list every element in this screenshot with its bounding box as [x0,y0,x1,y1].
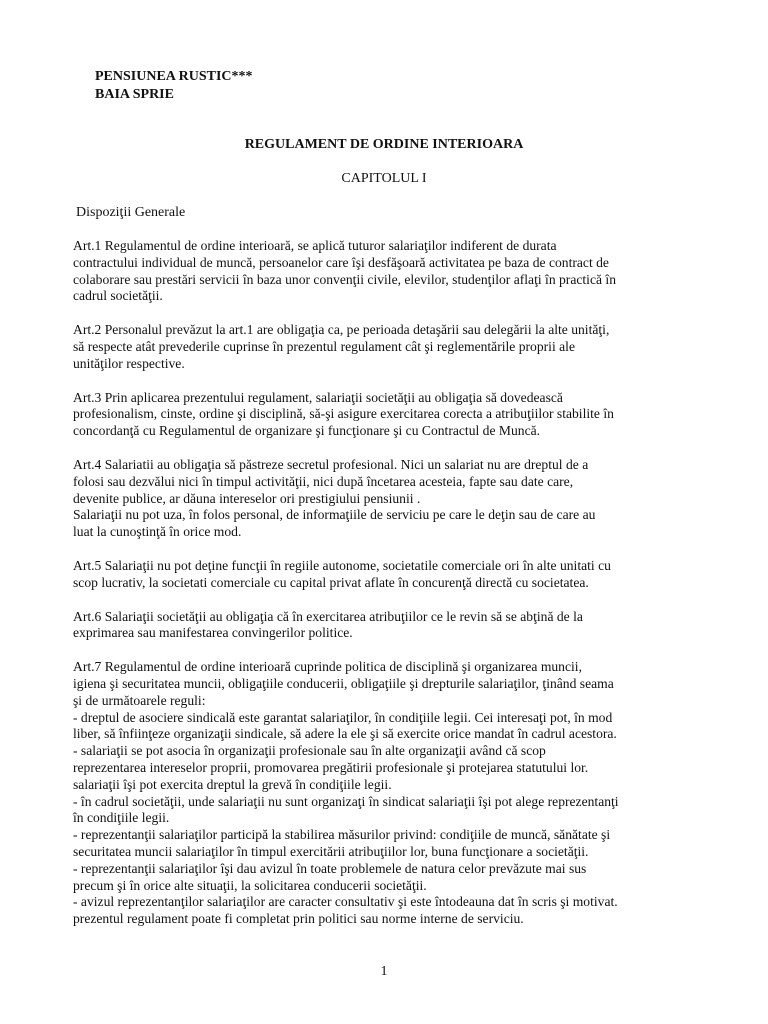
text-line: reprezentarea intereselor proprii, promovarea pregătirii profesionale şi protejarea statutului lor. [73,759,589,775]
text-line: în condiţiile legii. [73,810,170,826]
text-line: scop lucrativ, la societati comerciale cu capital privat aflate în concurenţă directă cu societatea. [73,574,589,590]
text-line: Art.3 Prin aplicarea prezentului regulament, salariaţii societăţii au obligaţia să dovedească [73,389,563,405]
text-line: şi de următoarele reguli: [73,692,206,708]
text-line: Salariaţii nu pot uza, în folos personal, de informaţiile de serviciu pe care le deţin sau de care au [73,507,596,523]
article-6 [73,609,699,643]
page-number: 1 [380,964,388,979]
text-line: Art.2 Personalul prevăzut la art.1 are obligaţia ca, pe perioada detaşării sau delegării la alte unităţi, [73,322,610,338]
article-2 [73,322,699,372]
text-line: Art.7 Regulamentul de ordine interioară cuprinde politica de disciplină şi organizarea muncii, [73,659,582,675]
text-line: Art.5 Salariaţii nu pot deţine funcţii în regiile autonome, societatile comerciale ori în alte unitati cu [73,557,611,573]
text-line: - avizul reprezentanţilor salariaţilor are caracter consultativ şi este întodeauna dat în scris şi motivat. [73,894,618,910]
document-title: REGULAMENT DE ORDINE INTERIOARA [244,137,524,152]
text-line: igiena şi securitatea muncii, obligaţiile conducerii, obligaţiile şi drepturile salariaţilor, ţinând seama [73,675,614,691]
text-line: să respecte atât prevederile cuprinse în prezentul regulament cât şi reglementările proprii ale [73,338,575,354]
text-line: unităţilor respective. [73,355,185,371]
text-line: salariaţii îşi pot exercita dreptul la grevă în condiţiile legii. [73,776,392,792]
text-line: - dreptul de asociere sindicală este garantat salariaţilor, în condiţiile legii. Cei interesaţi pot, în mod [73,709,613,725]
text-line: - în cadrul societăţii, unde salariaţii nu sunt organizaţi în sindicat salariaţii îşi pot alege reprezentanţi [73,793,619,809]
text-line: securitatea muncii salariaţilor în timpul exercitării atribuţiilor lor, buna funcţionare a societăţii. [73,843,589,859]
header-location: BAIA SPRIE [95,87,174,102]
text-line: - reprezentanţii salariaţilor participă la stabilirea măsurilor privind: condiţiile de muncă, sănătate şi [73,827,611,843]
text-line: folosi sau dezvălui nici în timpul activităţii, nici după încetarea acesteia, fapte sau date care, [73,473,574,489]
header-block [95,68,253,104]
text-line: contractului individual de muncă, persoanelor care îşi desfăşoară activitatea pe baza de contract de [73,254,609,270]
text-line: Art.4 Salariatii au obligaţia să păstreze secretul profesional. Nici un salariat nu are dreptul de a [73,456,589,472]
text-line: profesionalism, cinste, ordine şi disciplină, să-şi asigure exercitarea corecta a atribuţiilor stabilite în [73,406,614,422]
article-3 [73,390,699,440]
text-line: colaborare sau prestări servicii în baza unor convenţii civile, elevilor, studenţilor aflaţi în practică în [73,271,616,287]
document-body [73,238,699,928]
section-heading: Dispoziţii Generale [76,205,186,220]
text-line: - salariaţii se pot asocia în organizaţii profesionale sau în alte organizaţii având că scop [73,743,546,759]
article-5 [73,558,699,592]
text-line: cadrul societăţii. [73,288,163,304]
text-line: concordanţă cu Regulamentul de organizare şi funcţionare şi cu Contractul de Muncă. [73,423,541,439]
text-line: Art.1 Regulamentul de ordine interioară, se aplică tuturor salariaţilor indiferent de durata [73,238,557,253]
text-line: - reprezentanţii salariaţilor îşi dau avizul în toate problemele de natura celor prevăzute mai sus [73,860,587,876]
article-7 [73,659,699,928]
text-line: exprimarea sau manifestarea convingerilor politice. [73,625,353,641]
text-line: prezentul regulament poate fi completat prin politici sau norme interne de serviciu. [73,911,524,927]
header-company-name: PENSIUNEA RUSTIC*** [95,69,253,84]
text-line: devenite publice, ar dăuna intereselor ori prestigiului pensiunii . [73,490,421,506]
text-line: Art.6 Salariaţii societăţii au obligaţia că în exercitarea atribuţiilor ce le revin să se abţină de la [73,608,583,624]
article-4 [73,457,699,541]
text-line: precum şi în orice alte situaţii, la solicitarea conducerii societăţii. [73,877,427,893]
chapter-heading: CAPITOLUL I [341,171,427,186]
article-1 [73,238,699,305]
text-line: liber, să înfiinţeze organizaţii sindicale, să adere la ele şi să exercite orice mandat în cadrul acestora. [73,726,617,742]
text-line: luat la cunoştinţă în orice mod. [73,524,242,540]
